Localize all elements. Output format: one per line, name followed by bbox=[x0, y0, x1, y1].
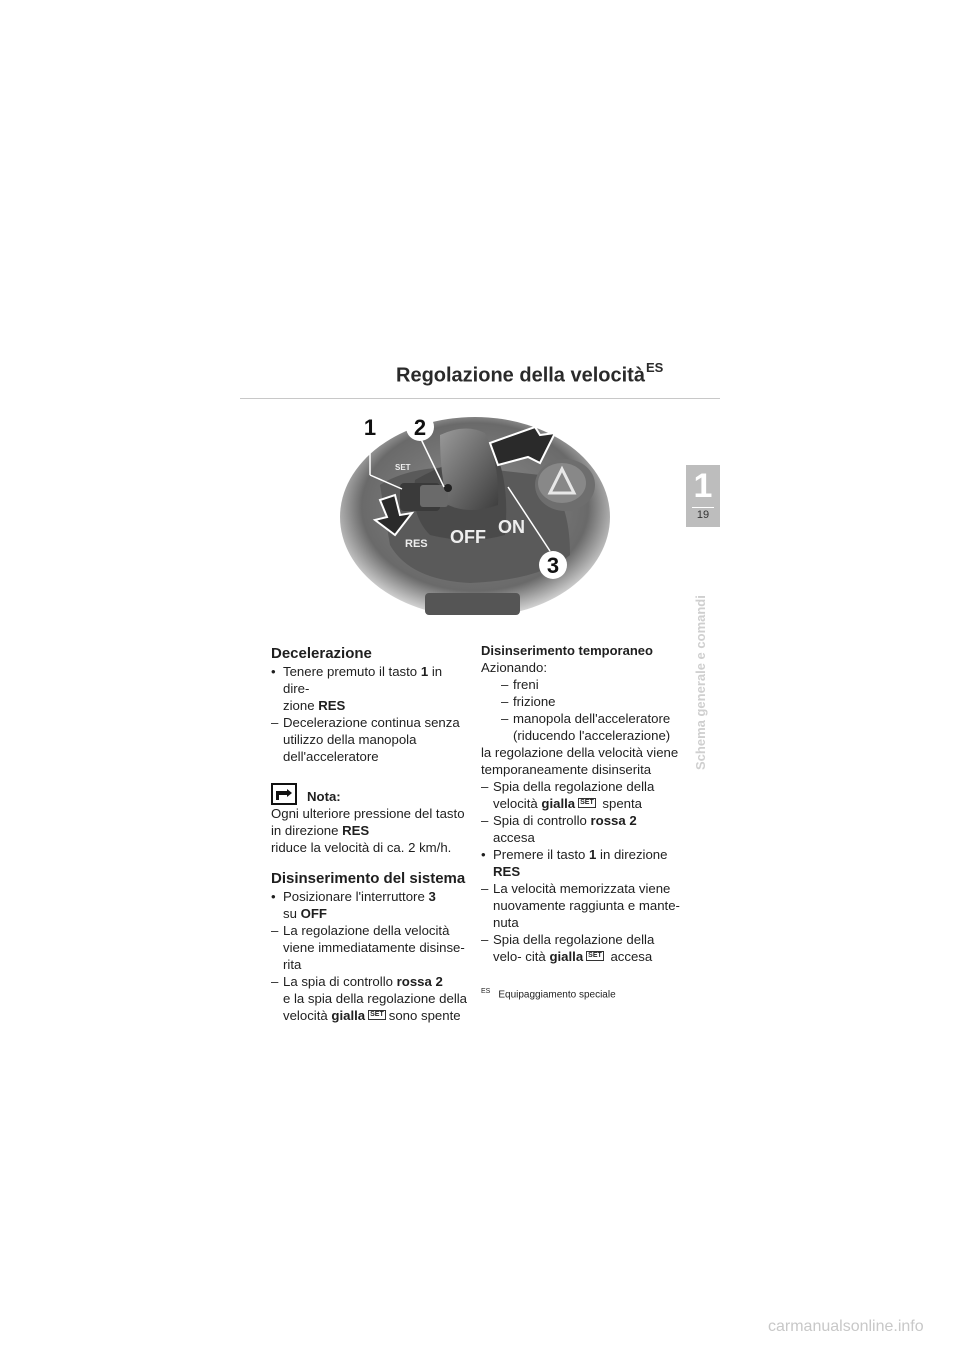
callout-1: 1 bbox=[363, 415, 377, 440]
list-item: – Spia di controllo rossa 2 accesa bbox=[481, 813, 637, 845]
off-label: OFF bbox=[450, 527, 486, 547]
note-text: Ogni ulteriore pressione del tasto in direzione RES riduce la velocità di ca. 2 km/h. bbox=[271, 806, 465, 855]
chapter-divider bbox=[692, 507, 714, 508]
set-badge: SET bbox=[588, 952, 602, 959]
title-divider bbox=[240, 398, 720, 399]
paragraph: la regolazione della velocità viene temporaneamente disinserita bbox=[481, 745, 679, 777]
section-side-title: Schema generale e comandi bbox=[693, 595, 708, 770]
list-item: • Posizionare l'interruttore 3 su OFF bbox=[271, 889, 436, 921]
chapter-number: 1 bbox=[693, 467, 713, 505]
list-item: – frizione bbox=[501, 694, 556, 709]
list-item: – freni bbox=[501, 677, 539, 692]
cruise-control-photo bbox=[340, 405, 610, 615]
res-label: RES bbox=[405, 538, 428, 550]
list-item: – manopola dell'acceleratore (riducendo l'accelerazione) bbox=[501, 711, 671, 743]
left-column bbox=[271, 645, 471, 1024]
list-item: • Tenere premuto il tasto 1 in dire- zione RES bbox=[271, 664, 443, 713]
temporary-disengage-heading: Disinserimento temporaneo bbox=[481, 643, 653, 658]
set-badge: SET bbox=[580, 799, 594, 806]
list-item: – Spia della regolazione della velocità gialla SET spenta bbox=[481, 779, 655, 811]
note-hand-icon bbox=[271, 783, 297, 805]
right-column bbox=[481, 642, 681, 965]
list-item: – La regolazione della velocità viene immediatamente disinse- rita bbox=[271, 923, 465, 972]
disengage-heading: Disinserimento del sistema bbox=[271, 870, 466, 887]
deceleration-heading: Decelerazione bbox=[271, 645, 372, 662]
set-badge: SET bbox=[370, 1011, 384, 1018]
callout-3: 3 bbox=[546, 553, 560, 578]
set-label: SET bbox=[395, 463, 411, 472]
list-item: – La velocità memorizzata viene nuovamente raggiunta e mante- nuta bbox=[481, 881, 680, 930]
watermark: carmanualsonline.info bbox=[768, 1318, 924, 1335]
list-item: – Decelerazione continua senza utilizzo della manopola dell'acceleratore bbox=[271, 715, 460, 764]
intro-text: Azionando: bbox=[481, 660, 547, 675]
list-item: • Premere il tasto 1 in direzione RES bbox=[481, 847, 668, 879]
page-title: Regolazione della velocità$^{ES}$ bbox=[396, 360, 664, 387]
note-header bbox=[271, 783, 471, 805]
on-label: ON bbox=[498, 517, 525, 537]
list-item: – Spia della regolazione della velo- cità gialla SET accesa bbox=[481, 932, 655, 964]
page-number: 19 bbox=[696, 509, 710, 521]
footnote: $^{ES}$ Equipaggiamento speciale bbox=[481, 988, 616, 1001]
callout-2: 2 bbox=[413, 415, 427, 440]
list-item: – La spia di controllo rossa 2 e la spia della regolazione della velocità gialla SET sono spente bbox=[271, 974, 468, 1023]
note-label: Nota: bbox=[307, 789, 341, 804]
